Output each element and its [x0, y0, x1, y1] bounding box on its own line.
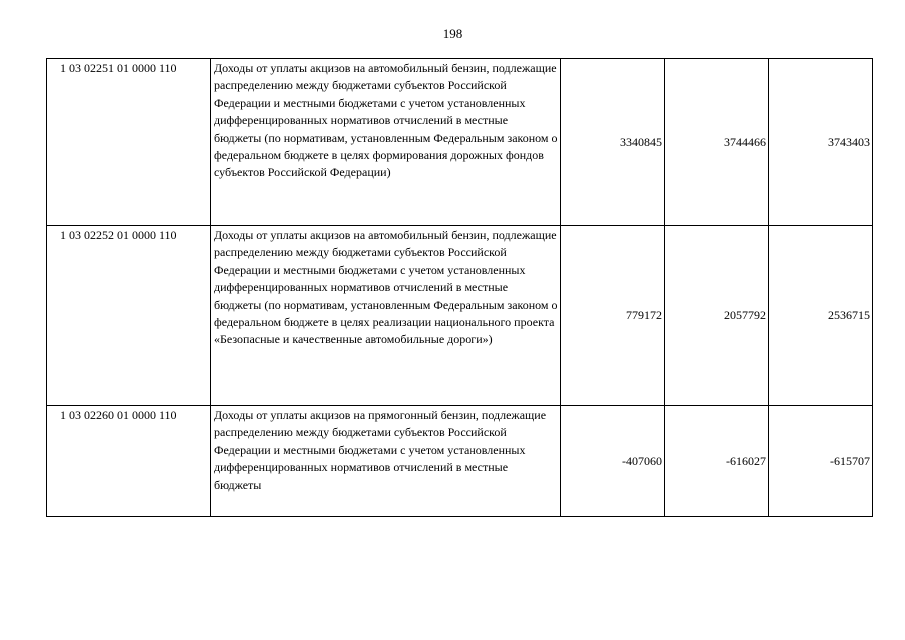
budget-code-cell: 1 03 02251 01 0000 110: [47, 59, 211, 226]
value-cell-year-3: 3743403: [769, 59, 873, 226]
value-cell-year-2: 2057792: [665, 226, 769, 406]
description-cell: [211, 226, 561, 406]
value-cell-year-1: 3340845: [561, 59, 665, 226]
budget-code-cell: 1 03 02260 01 0000 110: [47, 406, 211, 517]
description-cell: [211, 59, 561, 226]
budget-code-cell: 1 03 02252 01 0000 110: [47, 226, 211, 406]
description-text: Доходы от уплаты акцизов на прямогонный бензин, подлежащие распределению между бюджетами субъектов Российской Федерации и местными бюджетами с учетом установленных дифференцированных нормативов отчислений в местные бюджеты: [214, 408, 547, 492]
value-cell-year-2: -616027: [665, 406, 769, 517]
table-row: [47, 226, 873, 406]
value-cell-year-1: -407060: [561, 406, 665, 517]
value-cell-year-3: -615707: [769, 406, 873, 517]
value-cell-year-2: 3744466: [665, 59, 769, 226]
description-text: Доходы от уплаты акцизов на автомобильный бензин, подлежащие распределению между бюджетами субъектов Российской Федерации и местными бюджетами с учетом установленных дифференцированных нормативов отчислений в местные бюджеты (по нормативам, установленным Федеральным законом о федеральном бюджете в целях реализации национального проекта «Безопасные и качественные автомобильные дороги»): [214, 228, 558, 347]
description-cell: [211, 406, 561, 517]
value-cell-year-3: 2536715: [769, 226, 873, 406]
page-number: 198: [442, 26, 463, 41]
revenue-table: [46, 58, 873, 517]
table-row: [47, 406, 873, 517]
description-text: Доходы от уплаты акцизов на автомобильный бензин, подлежащие распределению между бюджетами субъектов Российской Федерации и местными бюджетами с учетом установленных дифференцированных нормативов отчислений в местные бюджеты (по нормативам, установленным Федеральным законом о федеральном бюджете в целях формирования дорожных фондов субъектов Российской Федерации): [214, 61, 558, 180]
table-row: [47, 59, 873, 226]
value-cell-year-1: 779172: [561, 226, 665, 406]
